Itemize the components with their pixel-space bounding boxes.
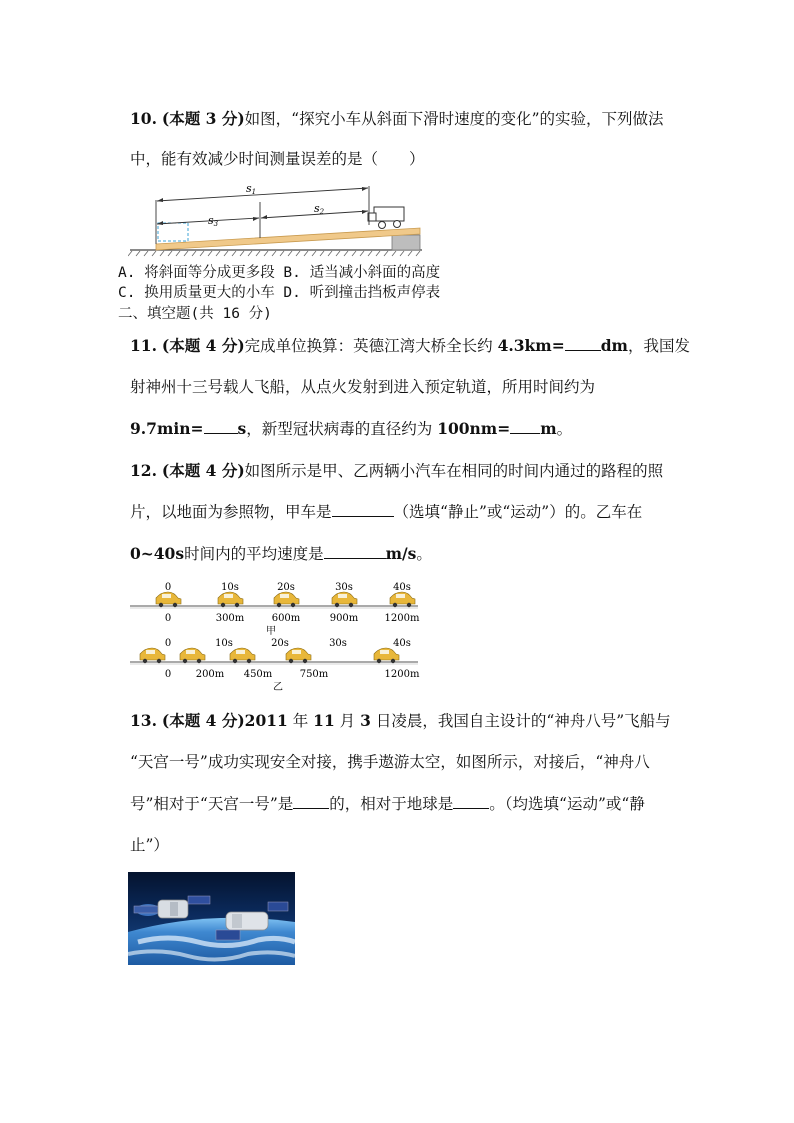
time-label: 30s — [335, 582, 353, 593]
distance-label: 600m — [271, 613, 301, 624]
distance-label: 750m — [299, 669, 329, 680]
car-icon — [374, 648, 399, 663]
q11-line2: 射神州十三号载人飞船，从点火发射到进入预定轨道，所用时间约为 — [130, 378, 596, 396]
q13-blank-1[interactable] — [293, 793, 329, 809]
distance-label: 450m — [243, 669, 273, 680]
q12-score-tag: (本题 4 分) — [161, 461, 245, 480]
q12-line2: 片，以地面为参照物，甲车是 （选填“静止”或“运动”）的。乙车在 — [130, 503, 643, 521]
distance-label: 1200m — [384, 669, 420, 680]
s1-label: s1 — [246, 182, 257, 196]
q13-line3: 号”相对于“天宫一号”是 的，相对于地球是 。（均选填“运动”或“静 — [130, 795, 645, 813]
time-label: 10s — [221, 582, 239, 593]
yi-label: 乙 — [273, 682, 283, 693]
car-icon — [230, 648, 255, 663]
q10-number: 10. — [130, 109, 157, 128]
time-label: 0 — [164, 582, 172, 593]
q13-score-tag: (本题 4 分) — [161, 711, 245, 730]
distance-label: 0 — [164, 669, 172, 680]
time-label: 30s — [329, 638, 347, 649]
q12-line1: 12. (本题 4 分)如图所示是甲、乙两辆小汽车在相同的时间内通过的路程的照 — [130, 461, 664, 480]
incline-board — [156, 228, 420, 250]
distance-label: 300m — [215, 613, 245, 624]
q13-blank-2[interactable] — [453, 793, 489, 809]
q12-number: 12. — [130, 461, 157, 480]
q10-text-1: 如图，“探究小车从斜面下滑时速度的变化”的实验，下列做法 — [244, 110, 664, 128]
time-label: 20s — [277, 582, 295, 593]
q11-blank-3[interactable] — [510, 418, 540, 434]
time-label: 40s — [393, 638, 411, 649]
yi-car-row — [130, 638, 420, 680]
q10-score-tag: (本题 3 分) — [161, 109, 245, 128]
s2-label: s2 — [314, 202, 325, 216]
q13-line1: 13. (本题 4 分)2011 年 11 月 3 日凌晨，我国自主设计的“神舟八号”飞船与 — [130, 711, 671, 730]
distance-label: 200m — [195, 669, 225, 680]
car-icon — [390, 592, 415, 607]
spacecraft-docking-image — [128, 872, 295, 965]
q10-line2: 中，能有效减少时间测量误差的是（ ） — [130, 150, 425, 168]
q13-number: 13. — [130, 711, 157, 730]
q12-blank-2[interactable] — [324, 543, 386, 559]
jia-label: 甲 — [266, 626, 276, 637]
q11-line1: 11. (本题 4 分)完成单位换算：英德江湾大桥全长约 4.3km= dm，我国发 — [130, 336, 690, 355]
support-block — [392, 235, 420, 250]
ground-hatch — [128, 251, 420, 256]
q13-line4: 止”） — [130, 836, 169, 854]
q10-option-cd: C. 换用质量更大的小车 D. 听到撞击挡板声停表 — [118, 285, 441, 301]
distance-label: 900m — [329, 613, 359, 624]
time-label: 20s — [271, 638, 289, 649]
car-icon — [274, 592, 299, 607]
dashed-start-box — [158, 223, 188, 241]
jia-car-row — [130, 582, 420, 624]
incline-diagram — [128, 180, 424, 258]
time-label: 0 — [164, 638, 172, 649]
time-label: 40s — [393, 582, 411, 593]
q10-line1 — [130, 108, 664, 130]
car-icon — [332, 592, 357, 607]
q10-option-ab: A. 将斜面等分成更多段 B. 适当减小斜面的高度 — [118, 265, 441, 281]
q11-line3: 9.7min= s，新型冠状病毒的直径约为 100nm= m。 — [130, 419, 573, 438]
s3-label: s3 — [208, 214, 219, 228]
q11-number: 11. — [130, 336, 157, 355]
cart-icon — [368, 207, 404, 229]
section-heading: 二、填空题(共 16 分) — [118, 306, 272, 322]
car-icon — [180, 648, 205, 663]
q11-blank-1[interactable] — [565, 335, 601, 351]
car-icon — [140, 648, 165, 663]
q12-blank-1[interactable] — [332, 501, 394, 517]
q12-line3: 0~40s时间内的平均速度是 m/s。 — [130, 544, 432, 563]
time-label: 10s — [215, 638, 233, 649]
distance-label: 0 — [164, 613, 172, 624]
car-icon — [218, 592, 243, 607]
q13-line2: “天宫一号”成功实现安全对接，携手遨游太空，如图所示，对接后，“神舟八 — [130, 753, 650, 771]
car-icon — [286, 648, 311, 663]
distance-label: 1200m — [384, 613, 420, 624]
q11-blank-2[interactable] — [204, 418, 238, 434]
car-icon — [156, 592, 181, 607]
cars-diagram — [126, 578, 422, 696]
q11-score-tag: (本题 4 分) — [161, 336, 245, 355]
